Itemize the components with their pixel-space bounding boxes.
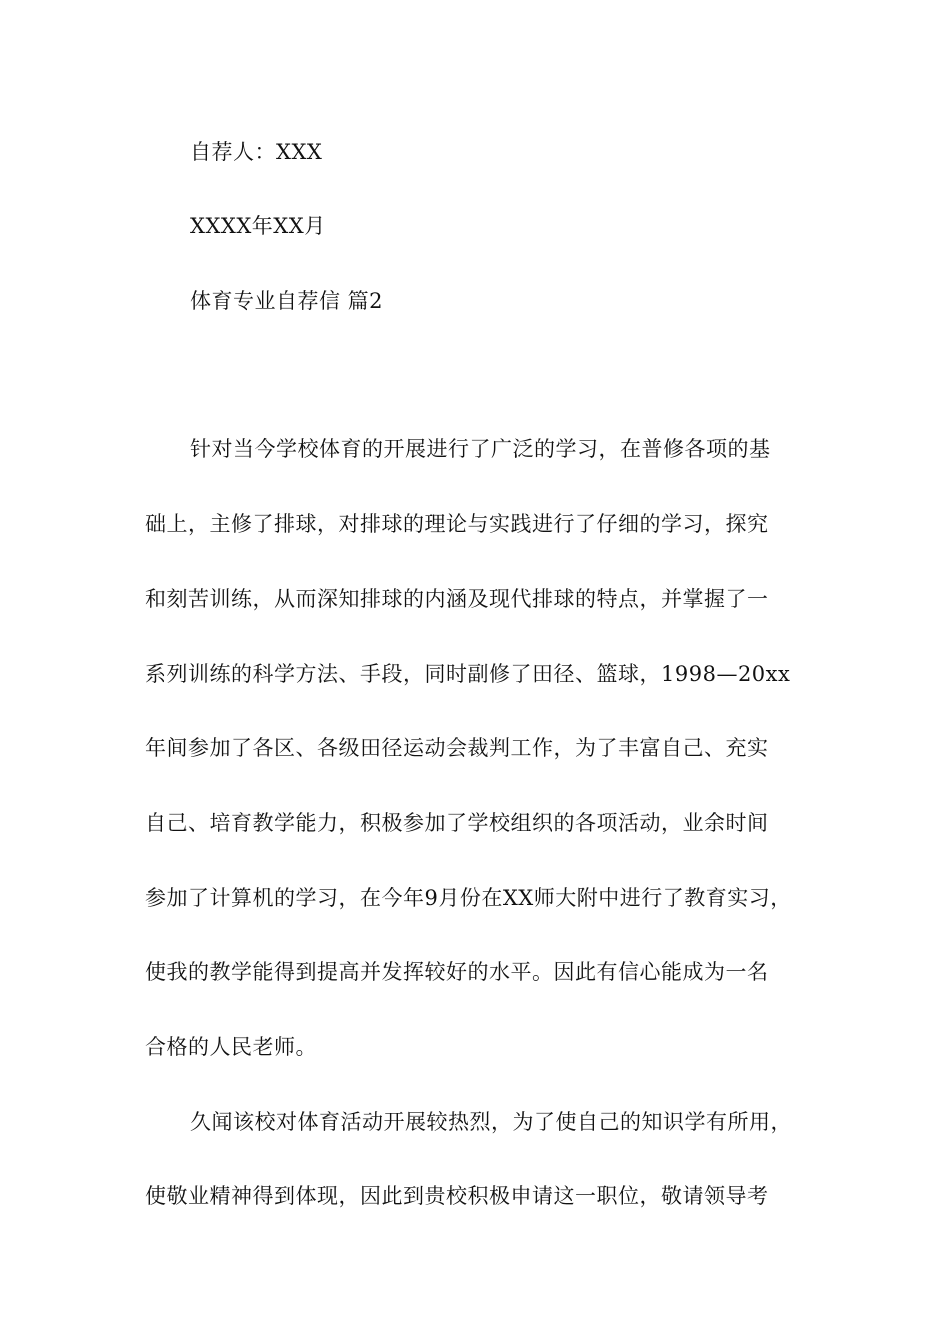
paragraph-line: 使敬业精神得到体现，因此到贵校积极申请这一职位，敬请领导考 [145, 1184, 769, 1208]
paragraph-line: 针对当今学校体育的开展进行了广泛的学习，在普修各项的基 [190, 437, 771, 461]
paragraph-line: 久闻该校对体育活动开展较热烈，为了使自己的知识学有所用， [190, 1110, 792, 1134]
paragraph-line: 使我的教学能得到提高并发挥较好的水平。因此有信心能成为一名 [145, 960, 769, 984]
paragraph-line: 自己、培育教学能力，积极参加了学校组织的各项活动，业余时间 [145, 811, 769, 835]
paragraph-line: 系列训练的科学方法、手段，同时副修了田径、篮球，1998—20xx [145, 662, 791, 686]
section-title: 体育专业自荐信 篇2 [190, 289, 384, 313]
paragraph-line: 合格的人民老师。 [145, 1035, 317, 1059]
paragraph-line: 和刻苦训练，从而深知排球的内涵及现代排球的特点，并掌握了一 [145, 587, 769, 611]
paragraph-line: 年间参加了各区、各级田径运动会裁判工作，为了丰富自己、充实 [145, 736, 769, 760]
paragraph-line: 础上，主修了排球，对排球的理论与实践进行了仔细的学习，探究 [145, 512, 769, 536]
recommender-signature: 自荐人：XXX [190, 140, 323, 164]
paragraph-line: 参加了计算机的学习，在今年9月份在XX师大附中进行了教育实习， [145, 886, 792, 910]
signature-date: XXXX年XX月 [190, 214, 326, 238]
